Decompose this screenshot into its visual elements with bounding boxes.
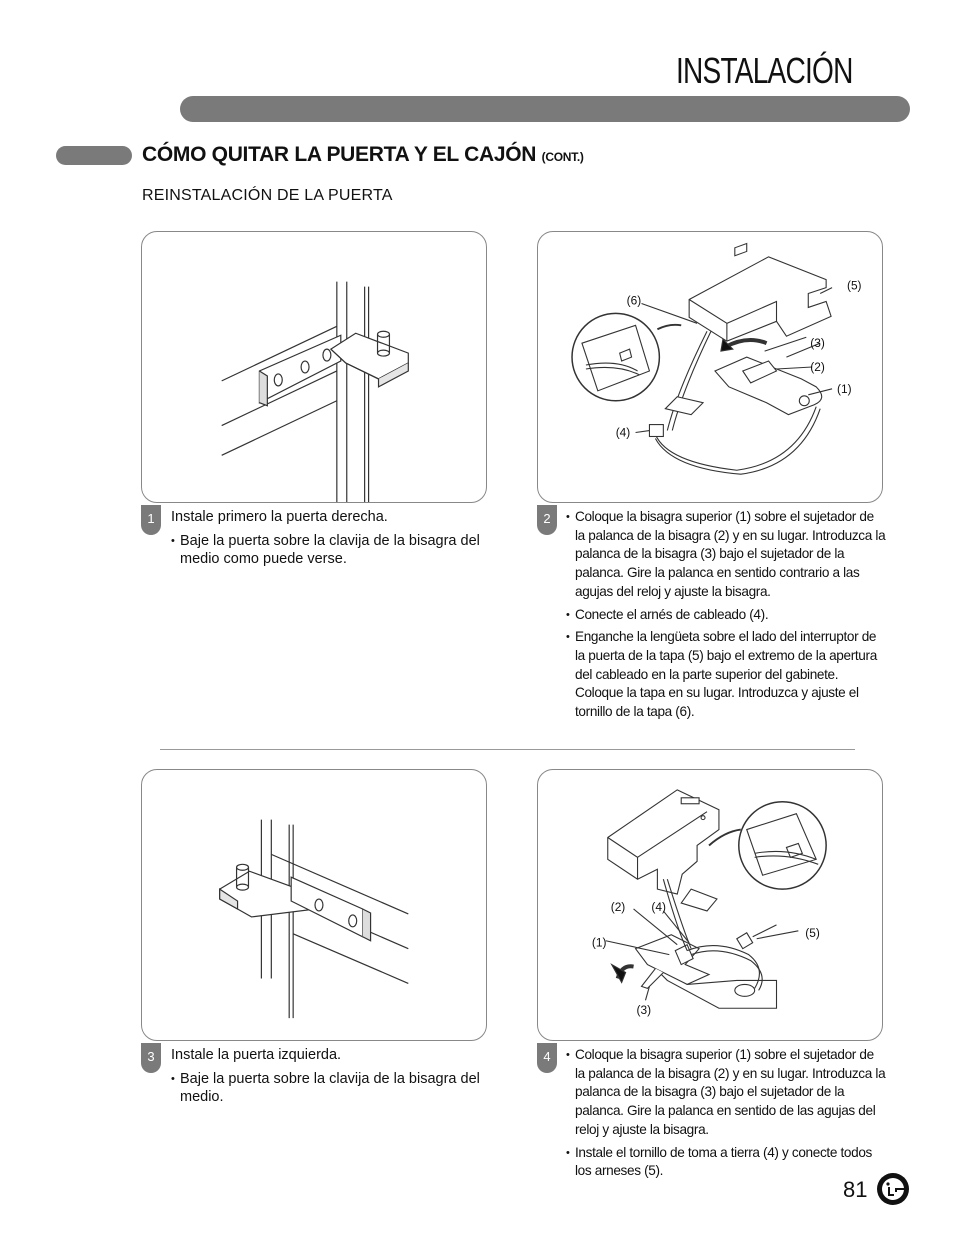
diagram4-label-2: (2)	[610, 899, 626, 914]
step-1-bullets	[171, 532, 491, 568]
section-title-cont: (CONT.)	[541, 150, 584, 164]
chapter-title: INSTALACIÓN	[676, 50, 853, 91]
section-title-text: CÓMO QUITAR LA PUERTA Y EL CAJÓN	[142, 143, 537, 166]
diagram2-label-2: (2)	[810, 359, 825, 374]
header-bar	[180, 96, 910, 122]
step-4-text	[566, 1046, 886, 1185]
diagram4-label-1: (1)	[591, 935, 607, 950]
diagram2-label-1: (1)	[837, 381, 852, 396]
diagram4-label-4: (4)	[651, 899, 666, 914]
step-4-bullet-1: • Coloque la bisagra superior (1) sobre el sujetador de la palanca de la bisagra (2) y en su lugar. Introduzca la palanca de la bisagra (3) bajo el sujetador de la palanca. Gire la palanca en sentido de las agujas del reloj y ajuste la bisagra.	[566, 1046, 886, 1140]
step-4-bullets	[566, 1046, 886, 1181]
diagram4-label-3: (3)	[636, 1003, 652, 1018]
diagram2-label-5: (5)	[846, 278, 862, 293]
section-title	[142, 143, 584, 167]
diagram2-label-4: (4)	[615, 425, 631, 440]
lg-logo-icon	[876, 1172, 910, 1206]
step-2-bullet-1: • Coloque la bisagra superior (1) sobre el sujetador de la palanca de la bisagra (2) y en su lugar. Introduzca la palanca de la bisagra (3) bajo el sujetador de la palanca. Gire la palanca en sentido contrario a las agujas del reloj y ajuste la bisagra.	[566, 508, 886, 602]
page-number: 81	[843, 1177, 868, 1202]
hinge-illustration-right-door	[142, 232, 486, 502]
top-hinge-illustration-counterclockwise	[538, 232, 882, 502]
figure-step-3	[141, 769, 487, 1041]
step-3-bullet: • Baje la puerta sobre la clavija de la bisagra del medio.	[171, 1070, 491, 1106]
step-1-text	[171, 508, 491, 572]
step-2-text	[566, 508, 886, 726]
step-number-1: 1	[141, 505, 161, 535]
subsection-title: REINSTALACIÓN DE LA PUERTA	[142, 187, 393, 204]
figure-step-4	[537, 769, 883, 1041]
figure-step-2	[537, 231, 883, 503]
hinge-illustration-left-door	[142, 770, 486, 1040]
section-marker	[56, 146, 132, 165]
figure-step-1	[141, 231, 487, 503]
diagram2-label-3: (3)	[810, 336, 825, 351]
step-2-bullets	[566, 508, 886, 722]
step-1-lead: Instale primero la puerta derecha.	[171, 509, 388, 525]
step-2-bullet-3: • Enganche la lengüeta sobre el lado del interruptor de la puerta de la tapa (5) bajo el extremo de la apertura del cableado en la parte superior del gabinete. Coloque la tapa en su lugar. Introduzca y ajuste el tornillo de la tapa (6).	[566, 628, 886, 722]
step-1-bullet: • Baje la puerta sobre la clavija de la bisagra del medio como puede verse.	[171, 532, 491, 568]
step-number-4: 4	[537, 1043, 557, 1073]
step-number-2: 2	[537, 505, 557, 535]
diagram4-label-5: (5)	[805, 925, 820, 940]
diagram2-label-6: (6)	[626, 293, 642, 308]
top-hinge-illustration-clockwise	[538, 770, 882, 1040]
section-divider	[160, 749, 855, 750]
step-number-3: 3	[141, 1043, 161, 1073]
step-3-lead: Instale la puerta izquierda.	[171, 1047, 342, 1063]
step-3-bullets	[171, 1070, 491, 1106]
step-2-bullet-2: • Conecte el arnés de cableado (4).	[566, 606, 886, 625]
step-3-text	[171, 1046, 491, 1110]
step-4-bullet-2: • Instale el tornillo de toma a tierra (4) y conecte todos los arneses (5).	[566, 1144, 886, 1181]
